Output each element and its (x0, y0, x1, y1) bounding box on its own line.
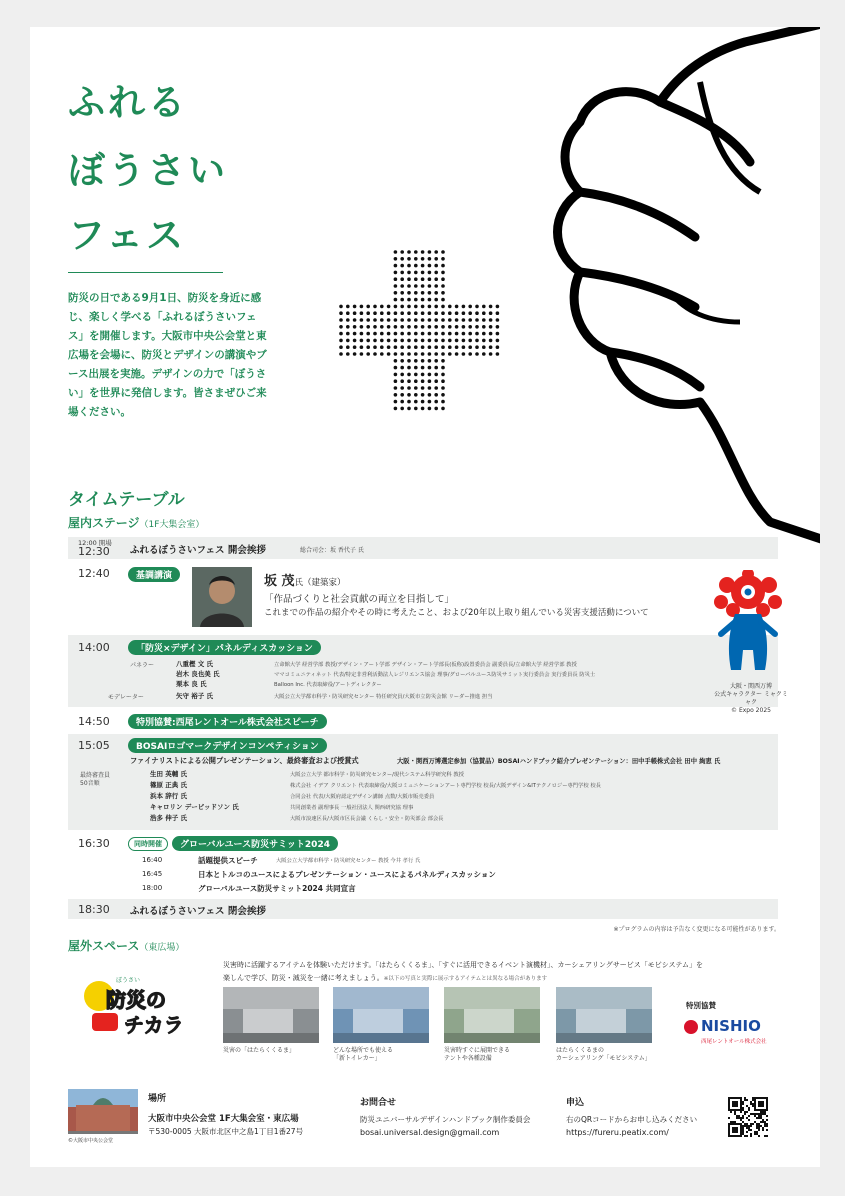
dotted-cross-graphic (338, 249, 503, 414)
outdoor-photo-caption: 災害時すぐに展開できる (444, 1047, 511, 1054)
panel-label: パネラー (130, 662, 155, 669)
nishio-sub: 西尾レントオール株式会社 (701, 1039, 767, 1045)
timetable-row-youth (68, 832, 778, 898)
outdoor-title (68, 937, 184, 954)
megaphone-icon (92, 1013, 118, 1031)
logo-main-text: 防災の (106, 988, 166, 1012)
youth-item-time: 16:45 (142, 870, 163, 878)
title-divider (68, 272, 223, 273)
intro-text: 防災の日である9月1日、防災を身近に感じ、楽しく学べる「ふれるぼうさいフェス」を開催します。大阪市中央公会堂と東広場を会場に、防災とデザインの講演やブース出展を実施。デザインの力で「ぼうさい」を世界に発信します。皆さまぜひご来場ください。 (68, 292, 267, 418)
jury-desc: 合同会社 代表/大阪府認定デザイン講師 点数/大阪市販売委員 (290, 794, 435, 800)
outdoor-desc-note: ※以下の写真と実際に展示するアイテムとは異なる場合があります (383, 976, 548, 982)
program-note: ※プログラムの内容は予告なく変更になる可能性があります。 (613, 926, 780, 933)
contact-org: 防災ユニバーサルデザインハンドブック制作委員会 (360, 1115, 531, 1124)
outdoor-photo (223, 987, 319, 1043)
title-line-2: ぼうさい (68, 149, 228, 192)
compe-line2: 大阪・関西万博選定参加（協賛品）BOSAIハンドブック紹介プレゼンテーション：田中手帳株式会社 田中 絢恵 氏 (397, 758, 721, 765)
jury-label: 最終審査員 (80, 772, 111, 779)
outdoor-desc-2-text: 楽しんで学び、防災・減災を一緒に考えましょう。 (223, 974, 384, 982)
outdoor-desc-1: 災害時に活躍するアイテムを体験いただけます。「はたらくくるま」、「すぐに活用できるイベント演機材」、カーシェアリングサービス「モビシステム」を (223, 961, 704, 969)
compe-line: ファイナリストによる公開プレゼンテーション、最終審査および授賞式 (130, 756, 359, 765)
youth-item-time: 16:40 (142, 856, 163, 864)
hall-photo-credit: ©大阪市中央公会堂 (68, 1138, 114, 1144)
outdoor-photo-caption: どんな場所でも使える (333, 1047, 394, 1054)
apply-url[interactable]: https://fureru.peatix.com/ (566, 1128, 669, 1137)
apply-label: 申込 (566, 1098, 585, 1108)
jury-desc: 大阪公立大学 都市科学・防災研究センター/現代システム科学研究科 教授 (290, 772, 464, 778)
timetable-row-panel (68, 635, 778, 707)
special-tag: 特別協賛:西尾レントオール株式会社スピーチ (128, 714, 327, 729)
youth-time: 16:30 (78, 837, 110, 850)
bosai-no-chikara-logo (78, 975, 188, 1045)
mascot-caption (713, 683, 789, 715)
close-title: ふれるぼうさいフェス 閉会挨拶 (130, 906, 266, 917)
panelist-name: 岩木 良也美 氏 (176, 670, 220, 678)
mascot-caption-1: 大阪・関西万博 (729, 683, 772, 690)
glove-hand-graphic (510, 27, 820, 582)
outdoor-sub: （東広場） (139, 943, 185, 953)
timetable-title: タイムテーブル (68, 490, 185, 510)
timetable-row-compe (68, 734, 778, 830)
jury-desc: 大阪市浪速区長/大阪市区長会議 くらし・安全・防災部会 部会長 (290, 816, 444, 822)
mascot-caption-3: © Expo 2025 (731, 707, 771, 714)
panelist-desc: ママコミュニティネット 代表/特定非営利活動法人レジリエンス協会 理事/グローバルユース防災サミット実行委員会 実行委員長 防災士 (274, 672, 596, 678)
jury-name: 浩多 伸子 氏 (150, 814, 188, 822)
jury-note: 50音順 (80, 780, 100, 787)
special-time: 14:50 (78, 715, 110, 728)
panelist-desc: 立命館大学 経営学部 教授/デザイン・アート学部 デザイン・アート学部長(仮称)設置委員会 副委員長/立命館大学 経営学部 教授 (274, 662, 577, 668)
open-time-note: 12:00 開場 (78, 539, 112, 547)
jury-name: 篠原 正典 氏 (150, 781, 188, 789)
sponsor-label: 特別協賛 (686, 1001, 716, 1010)
indoor-stage-sub: （1F大集会室） (139, 520, 205, 530)
moderator-label: モデレーター (108, 694, 144, 701)
outdoor-photo (556, 987, 652, 1043)
moderator-desc: 大阪公立大学都市科学・防災研究センター 特任研究員/大阪市立防災会館 リーダー推進 担当 (274, 694, 493, 700)
timetable-row-keynote (68, 567, 778, 627)
jury-desc: 共同創業者 副理事長 一般社団法人 関西研究協 理事 (290, 805, 414, 811)
outdoor-photo (444, 987, 540, 1043)
jury-name: 浜本 辞行 氏 (150, 792, 188, 800)
timetable-row-close (68, 899, 778, 919)
title-line-1: ふれる (68, 81, 188, 124)
apply-text: 右のQRコードからお申し込みください (566, 1115, 698, 1124)
keynote-speaker-honor: 氏（建築家） (294, 578, 346, 588)
contact-email[interactable]: bosai.universal.design@gmail.com (360, 1128, 500, 1137)
panel-time: 14:00 (78, 641, 110, 654)
keynote-speaker-name: 坂 茂 (264, 574, 295, 589)
panelist-name: 八重樫 文 氏 (176, 660, 214, 668)
youth-item-time: 18:00 (142, 884, 163, 892)
outdoor-photo-caption: 災害の「はたらくくるま」 (223, 1047, 296, 1054)
outdoor-photo-caption: はたらくくるまの (556, 1047, 605, 1054)
open-time: 12:30 (78, 545, 110, 558)
youth-item-title: 話題提供スピーチ (198, 856, 258, 865)
outdoor-label: 屋外スペース (68, 939, 140, 953)
place-name: 大阪市中央公会堂 1F大集会室・東広場 (148, 1114, 299, 1124)
contact-label: お問合せ (360, 1098, 397, 1108)
keynote-talk-title: 「作品づくりと社会貢献の両立を目指して」 (264, 594, 455, 605)
youth-tag-small: 同時開催 (128, 837, 168, 851)
keynote-talk-desc: これまでの作品の紹介やその時に考えたこと、および20年以上取り組んでいる災害支援活動について (264, 608, 649, 618)
youth-item-title: 日本とトルコのユースによるプレゼンテーション・ユースによるパネルディスカッション (198, 870, 496, 879)
youth-tag: グローバルユース防災サミット2024 (172, 836, 338, 851)
place-address: 〒530-0005 大阪市北区中之島1丁目1番27号 (148, 1127, 304, 1136)
timetable-row-special (68, 712, 778, 732)
outdoor-photo (333, 987, 429, 1043)
jury-name: 生田 英輔 氏 (150, 770, 188, 778)
hall-photo (68, 1089, 138, 1134)
poster (30, 27, 820, 1167)
title-line-3: フェス (68, 214, 187, 257)
panel-tag: 「防災×デザイン」パネルディスカッション (128, 640, 321, 655)
keynote-speaker (264, 570, 346, 589)
nishio-mark-icon (684, 1020, 698, 1034)
qr-code-icon[interactable] (728, 1097, 768, 1137)
close-time: 18:30 (78, 903, 110, 916)
place-label: 場所 (148, 1094, 167, 1104)
jury-name: キャロリン デービッドソン 氏 (150, 803, 239, 811)
compe-tag: BOSAIロゴマークデザインコンペティション (128, 738, 327, 753)
outdoor-photo-caption-2: 「新トイレカー」 (333, 1055, 381, 1062)
indoor-stage-title (68, 514, 204, 531)
speaker-photo (192, 567, 252, 627)
youth-item-sub: 大阪公立大学都市科学・防災研究センター 教授 今井 孝行 氏 (276, 858, 421, 864)
logo-sub-text: チカラ (124, 1013, 184, 1037)
youth-item-title: グローバルユース防災サミット2024 共同宣言 (198, 884, 356, 893)
outdoor-desc-2 (223, 973, 547, 983)
indoor-stage-label: 屋内ステージ (68, 516, 140, 530)
outdoor-photo-caption-2: カーシェアリング「モビシステム」 (556, 1055, 651, 1062)
outdoor-photo-caption-2: テントや各種設備 (444, 1055, 492, 1062)
open-title: ふれるぼうさいフェス 開会挨拶 (130, 545, 266, 556)
jury-desc: 株式会社 イデア クリエント 代表取締役/大阪コミュニケーションアート専門学校 校長/大阪デザイン&ITテクノロジー専門学校 校長 (290, 783, 601, 789)
compe-time: 15:05 (78, 739, 110, 752)
timetable-row-open (68, 537, 778, 559)
nishio-name: NISHIO (701, 1017, 761, 1035)
panelist-name: 栗本 良 氏 (176, 680, 207, 688)
mascot-caption-2: 公式キャラクター ミャクミャク (714, 691, 788, 706)
logo-ruby: ぼうさい (116, 977, 141, 984)
moderator-name: 矢守 裕子 氏 (176, 692, 214, 700)
keynote-tag: 基調講演 (128, 567, 180, 582)
panelist-desc: Balloon Inc. 代表取締役/アートディレクター (274, 682, 382, 688)
myaku-myaku-mascot (713, 570, 783, 680)
open-mc: 総合司会：坂 香代子 氏 (300, 547, 364, 554)
keynote-time: 12:40 (78, 567, 110, 580)
